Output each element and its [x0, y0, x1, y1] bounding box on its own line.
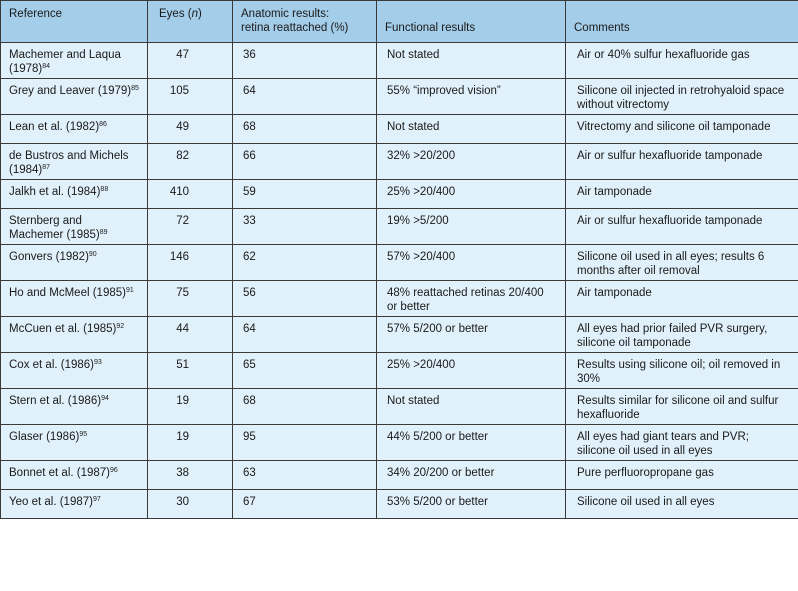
cell-reference: [1, 79, 148, 115]
reference-text: Lean et al. (1982): [9, 121, 100, 133]
header-functional: Functional results: [377, 1, 566, 43]
cell-functional: 57% >20/400: [377, 245, 566, 281]
cell-comments: Pure perfluoropropane gas: [566, 461, 798, 490]
cell-eyes: 410: [148, 180, 233, 209]
cell-reference: [1, 425, 148, 461]
cell-eyes: 19: [148, 425, 233, 461]
cell-reference: [1, 389, 148, 425]
cell-comments: Results similar for silicone oil and sulfur hexafluoride: [566, 389, 798, 425]
cell-anatomic: 33: [233, 209, 377, 245]
reference-text: Machemer and Laqua (1978): [9, 49, 121, 75]
cell-functional: Not stated: [377, 43, 566, 79]
cell-comments: Silicone oil used in all eyes; results 6 months after oil removal: [566, 245, 798, 281]
table-row: [1, 425, 798, 461]
table-row: [1, 180, 798, 209]
cell-anatomic: 64: [233, 79, 377, 115]
cell-reference: [1, 115, 148, 144]
header-eyes: [148, 1, 233, 43]
cell-anatomic: 65: [233, 353, 377, 389]
citation-number: 97: [92, 496, 101, 503]
cell-reference: [1, 144, 148, 180]
citation-number: 88: [100, 186, 109, 193]
cell-eyes: 49: [148, 115, 233, 144]
cell-functional: Not stated: [377, 115, 566, 144]
reference-text: Ho and McMeel (1985): [9, 287, 126, 299]
cell-comments: Air or sulfur hexafluoride tamponade: [566, 209, 798, 245]
header-comments: Comments: [566, 1, 798, 43]
citation-number: 84: [42, 63, 51, 70]
cell-anatomic: 59: [233, 180, 377, 209]
cell-comments: Air or sulfur hexafluoride tamponade: [566, 144, 798, 180]
cell-anatomic: 64: [233, 317, 377, 353]
reference-text: Bonnet et al. (1987): [9, 467, 111, 479]
cell-reference: [1, 490, 148, 519]
cell-comments: Silicone oil used in all eyes: [566, 490, 798, 519]
table-row: [1, 209, 798, 245]
cell-anatomic: 95: [233, 425, 377, 461]
cell-anatomic: 68: [233, 115, 377, 144]
cell-eyes: 44: [148, 317, 233, 353]
table-row: [1, 353, 798, 389]
citation-number: 86: [99, 121, 107, 128]
table-row: [1, 389, 798, 425]
table-row: [1, 79, 798, 115]
reference-text: Yeo et al. (1987): [9, 496, 93, 508]
table-row: [1, 144, 798, 180]
cell-comments: Results using silicone oil; oil removed in 30%: [566, 353, 798, 389]
cell-eyes: 146: [148, 245, 233, 281]
cell-functional: 32% >20/200: [377, 144, 566, 180]
cell-comments: All eyes had giant tears and PVR; silicone oil used in all eyes: [566, 425, 798, 461]
cell-anatomic: 56: [233, 281, 377, 317]
cell-eyes: 30: [148, 490, 233, 519]
cell-functional: 25% >20/400: [377, 180, 566, 209]
cell-comments: Air tamponade: [566, 180, 798, 209]
header-eyes-suffix: ): [198, 8, 202, 20]
cell-comments: Air or 40% sulfur hexafluoride gas: [566, 43, 798, 79]
citation-number: 94: [101, 395, 109, 402]
reference-text: Jalkh et al. (1984): [9, 186, 101, 198]
cell-eyes: 38: [148, 461, 233, 490]
table-row: [1, 281, 798, 317]
citation-number: 85: [131, 85, 139, 92]
cell-reference: [1, 180, 148, 209]
reference-text: Sternberg and Machemer (1985): [9, 215, 100, 241]
cell-reference: [1, 245, 148, 281]
header-reference: Reference: [1, 1, 148, 43]
cell-functional: 25% >20/400: [377, 353, 566, 389]
cell-comments: Vitrectomy and silicone oil tamponade: [566, 115, 798, 144]
table-row: [1, 43, 798, 79]
citation-number: 91: [125, 287, 134, 294]
cell-functional: 53% 5/200 or better: [377, 490, 566, 519]
cell-eyes: 82: [148, 144, 233, 180]
cell-anatomic: 67: [233, 490, 377, 519]
cell-eyes: 72: [148, 209, 233, 245]
cell-functional: 48% reattached retinas 20/400 or better: [377, 281, 566, 317]
citation-number: 93: [94, 359, 102, 366]
cell-functional: 55% “improved vision”: [377, 79, 566, 115]
reference-text: Cox et al. (1986): [9, 359, 95, 371]
citation-number: 96: [110, 467, 118, 474]
table-header-row: [1, 1, 798, 43]
table-row: [1, 245, 798, 281]
table-row: [1, 490, 798, 519]
cell-reference: [1, 209, 148, 245]
cell-reference: [1, 281, 148, 317]
cell-functional: 44% 5/200 or better: [377, 425, 566, 461]
reference-text: Gonvers (1982): [9, 251, 89, 263]
reference-text: Stern et al. (1986): [9, 395, 102, 407]
header-eyes-prefix: Eyes (: [159, 8, 192, 20]
citation-number: 87: [42, 164, 51, 171]
table-body: [1, 43, 798, 519]
cell-eyes: 19: [148, 389, 233, 425]
cell-anatomic: 66: [233, 144, 377, 180]
cell-reference: [1, 317, 148, 353]
header-eyes-n: n: [191, 8, 198, 20]
cell-functional: 34% 20/200 or better: [377, 461, 566, 490]
cell-anatomic: 63: [233, 461, 377, 490]
cell-eyes: 75: [148, 281, 233, 317]
reference-text: Grey and Leaver (1979): [9, 85, 132, 97]
cell-reference: [1, 461, 148, 490]
reference-text: Glaser (1986): [9, 431, 80, 443]
table-row: [1, 461, 798, 490]
header-anatomic: Anatomic results: retina reattached (%): [233, 1, 377, 43]
reference-text: de Bustros and Michels (1984): [9, 150, 129, 176]
cell-functional: Not stated: [377, 389, 566, 425]
reference-text: McCuen et al. (1985): [9, 323, 117, 335]
cell-anatomic: 36: [233, 43, 377, 79]
cell-eyes: 105: [148, 79, 233, 115]
citation-number: 90: [88, 251, 97, 258]
cell-eyes: 47: [148, 43, 233, 79]
cell-comments: All eyes had prior failed PVR surgery, silicone oil tamponade: [566, 317, 798, 353]
citation-number: 95: [79, 431, 88, 438]
cell-functional: 19% >5/200: [377, 209, 566, 245]
table-row: [1, 115, 798, 144]
cell-functional: 57% 5/200 or better: [377, 317, 566, 353]
cell-reference: [1, 43, 148, 79]
cell-reference: [1, 353, 148, 389]
cell-comments: Silicone oil injected in retrohyaloid space without vitrectomy: [566, 79, 798, 115]
cell-eyes: 51: [148, 353, 233, 389]
table-row: [1, 317, 798, 353]
citation-number: 92: [116, 323, 125, 330]
cell-anatomic: 62: [233, 245, 377, 281]
cell-anatomic: 68: [233, 389, 377, 425]
cell-comments: Air tamponade: [566, 281, 798, 317]
citation-number: 89: [99, 229, 108, 236]
